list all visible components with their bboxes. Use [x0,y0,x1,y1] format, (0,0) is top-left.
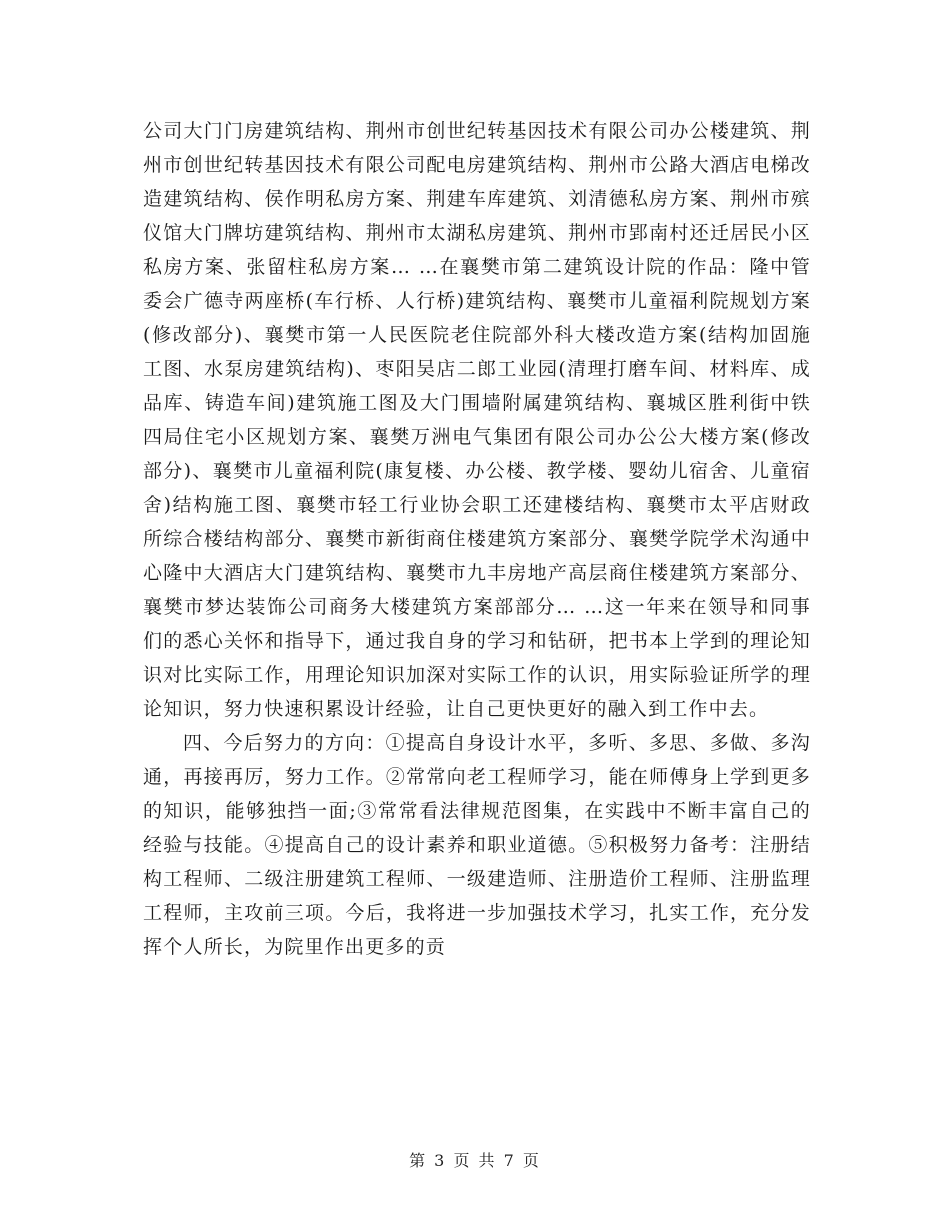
document-body [143,114,811,964]
footer-current-page: 3 [434,1151,447,1170]
footer-suffix: 页 [522,1151,541,1170]
footer-prefix: 第 [409,1151,428,1170]
page-footer [0,1148,950,1171]
paragraph-future-direction: 四、今后努力的方向：①提高自身设计水平，多听、多思、多做、多沟通，再接再厉，努力工作。②常常向老工程师学习，能在师傅身上学到更多的知识，能够独挡一面;③常常看法律规范图集，在实践中不断丰富自己的经验与技能。④提高自己的设计素养和职业道德。⑤积极努力备考：注册结构工程师、二级注册建筑工程师、一级建造师、注册造价工程师、注册监理工程师，主攻前三项。今后，我将进一步加强技术学习，扎实工作，充分发挥个人所长，为院里作出更多的贡 [143,732,811,958]
footer-total-pages: 7 [503,1151,516,1170]
paragraph-project-list: 公司大门门房建筑结构、荆州市创世纪转基因技术有限公司办公楼建筑、荆州市创世纪转基因技术有限公司配电房建筑结构、荆州市公路大酒店电梯改造建筑结构、侯作明私房方案、荆建车库建筑、刘清德私房方案、荆州市殡仪馆大门牌坊建筑结构、荆州市太湖私房建筑、荆州市郢南村还迁居民小区私房方案、张留柱私房方案… …在襄樊市第二建筑设计院的作品：隆中管委会广德寺两座桥(车行桥、人行桥)建筑结构、襄樊市儿童福利院规划方案(修改部分)、襄樊市第一人民医院老住院部外科大楼改造方案(结构加固施工图、水泵房建筑结构)、枣阳吴店二郎工业园(清理打磨车间、材料库、成品库、铸造车间)建筑施工图及大门围墙附属建筑结构、襄城区胜利街中铁四局住宅小区规划方案、襄樊万洲电气集团有限公司办公公大楼方案(修改部分)、襄樊市儿童福利院(康复楼、办公楼、教学楼、婴幼儿宿舍、儿童宿舍)结构施工图、襄樊市轻工行业协会职工还建楼结构、襄樊市太平店财政所综合楼结构部分、襄樊市新街商住楼建筑方案部分、襄樊学院学术沟通中心隆中大酒店大门建筑结构、襄樊市九丰房地产高层商住楼建筑方案部分、襄樊市梦达装饰公司商务大楼建筑方案部部分… …这一年来在领导和同事们的悉心关怀和指导下，通过我自身的学习和钻研，把书本上学到的理论知识对比实际工作，用理论知识加深对实际工作的认识，用实际验证所学的理论知识，努力快速积累设计经验，让自己更快更好的融入到工作中去。 [143,120,811,720]
footer-middle: 页 共 [453,1151,497,1170]
